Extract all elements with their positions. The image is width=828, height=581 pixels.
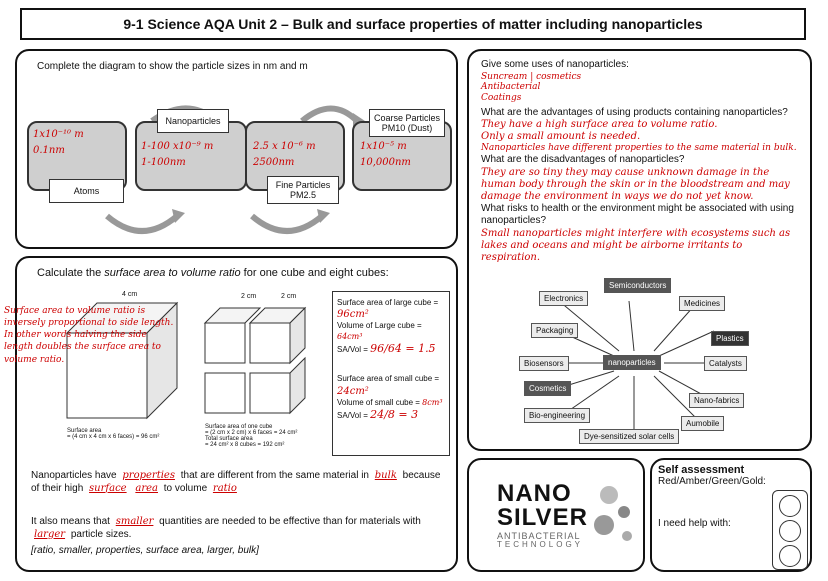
a-uses-1: Suncream | cosmetics bbox=[481, 71, 582, 82]
self-assessment-panel bbox=[650, 458, 812, 572]
coarse-m: 1x10⁻⁵ m bbox=[360, 141, 407, 152]
logo-nano: NANO bbox=[497, 480, 572, 507]
self-title: Self assessment bbox=[658, 464, 745, 476]
light-amber[interactable] bbox=[779, 520, 801, 542]
logo-technology: TECHNOLOGY bbox=[497, 540, 584, 549]
s2-blank-larger: larger bbox=[34, 528, 66, 540]
s1-blank-ratio: ratio bbox=[212, 482, 237, 494]
large-sa-label: Surface area of large cube = bbox=[337, 298, 439, 307]
atoms-nm: 0.1nm bbox=[33, 145, 65, 156]
s1-blank-bulk: bulk bbox=[374, 470, 397, 481]
s1-blank-surface: surface bbox=[89, 482, 127, 494]
mm-aumobile: Aumobile bbox=[681, 416, 724, 431]
coarse-sub: PM10 (Dust) bbox=[381, 123, 433, 133]
a-uses-3: Coatings bbox=[481, 93, 522, 104]
a-uses-2: Antibacterial bbox=[481, 82, 541, 93]
fine-name: Fine Particles bbox=[275, 179, 331, 190]
atoms-m: 1x10⁻¹⁰ m bbox=[33, 129, 84, 140]
s1-blank-area: area bbox=[135, 482, 158, 494]
sentence-2 bbox=[31, 516, 451, 541]
large-vol-val: 64cm³ bbox=[337, 331, 363, 341]
small-savol-label: SA/Vol = bbox=[337, 411, 368, 421]
logo-antibacterial: ANTIBACTERIAL bbox=[497, 531, 581, 541]
small-caption: Surface area of one cube = (2 cm x 2 cm) x 6 faces = 24 cm² Total surface area = 24 cm² x 8 cubes = 192 cm² bbox=[205, 424, 298, 448]
large-cube-dim: 4 cm bbox=[122, 291, 138, 298]
s2-blank-smaller: smaller bbox=[115, 516, 154, 527]
nano-label: Nanoparticles bbox=[157, 109, 229, 133]
atoms-label: Atoms bbox=[49, 179, 124, 203]
s1-h: to volume bbox=[163, 482, 208, 494]
large-ratio: 96/64 = 1.5 bbox=[370, 342, 436, 356]
q-disadvantages: What are the disadvantages of nanoparticles? bbox=[481, 154, 685, 166]
a-disadvantages: They are so tiny they may cause unknown damage in the human body through the skin or in the bloodstream and may damage the environment in ways we do not yet know. bbox=[481, 166, 790, 202]
mm-center: nanoparticles bbox=[603, 355, 661, 370]
large-vol-label: Volume of Large cube = bbox=[337, 321, 422, 331]
sizes-instruction: Complete the diagram to show the particle sizes in nm and m bbox=[37, 61, 308, 72]
small-dim-a: 2 cm bbox=[241, 293, 257, 300]
mm-bio-engineering: Bio-engineering bbox=[524, 408, 590, 423]
a-adv-1: They have a high surface area to volume ratio. bbox=[481, 119, 718, 131]
mm-catalysts: Catalysts bbox=[704, 356, 747, 371]
small-dim-b: 2 cm bbox=[281, 293, 297, 300]
large-savol-label: SA/Vol = bbox=[337, 345, 368, 355]
calc-heading-pre: Calculate the bbox=[37, 267, 105, 279]
q-risks: What risks to health or the environment might be associated with using nanoparticles? bbox=[481, 202, 794, 227]
logo-silver: SILVER bbox=[497, 504, 588, 531]
s1-blank-properties: properties bbox=[122, 470, 175, 481]
fine-m: 2.5 x 10⁻⁶ m bbox=[253, 141, 316, 152]
q-uses: Give some uses of nanoparticles: bbox=[481, 59, 629, 70]
self-help: I need help with: bbox=[658, 518, 731, 529]
s1-a: Nanoparticles have bbox=[31, 470, 117, 481]
small-sa-label: Surface area of small cube = bbox=[337, 374, 440, 384]
large-sa-val: 96cm² bbox=[337, 309, 369, 321]
s2-a: It also means that bbox=[31, 516, 110, 527]
nano-m: 1-100 x10⁻⁹ m bbox=[141, 141, 214, 152]
s2-d: with bbox=[403, 516, 421, 527]
molecule-icon bbox=[589, 480, 639, 550]
uses-panel bbox=[467, 49, 812, 451]
small-vol-label: Volume of small cube = bbox=[337, 397, 420, 407]
coarse-nm: 10,000nm bbox=[360, 157, 411, 168]
mm-semiconductors: Semiconductors bbox=[604, 278, 671, 293]
coarse-label bbox=[369, 109, 445, 137]
small-ratio: 24/8 = 3 bbox=[370, 408, 419, 422]
fine-sub: PM2.5 bbox=[289, 190, 316, 200]
mm-solar-cells: Dye-sensitized solar cells bbox=[579, 429, 679, 444]
mm-medicines: Medicines bbox=[679, 296, 725, 311]
s2-c: quantities are needed to be effective than for materials bbox=[159, 516, 401, 527]
large-caption: Surface area = (4 cm x 4 cm x 6 faces) = 96 cm² bbox=[67, 428, 160, 440]
mm-electronics: Electronics bbox=[539, 291, 588, 306]
particle-sizes-panel bbox=[15, 49, 458, 249]
mm-nano-fabrics: Nano-fabrics bbox=[689, 393, 744, 408]
handwritten-note: Surface area to volume ratio is inversely proportional to side length. In other words halving the side length doubles the surface area to volume ratio. bbox=[4, 306, 174, 365]
a-adv-3: Nanoparticles have different properties to the same material in bulk. bbox=[481, 143, 797, 154]
fine-label bbox=[267, 176, 339, 204]
s1-e: because of their high bbox=[31, 470, 441, 494]
light-red[interactable] bbox=[779, 495, 801, 517]
logo-panel bbox=[467, 458, 645, 572]
calc-heading-post: for one cube and eight cubes: bbox=[240, 267, 389, 279]
nano-logo bbox=[497, 482, 588, 549]
calc-answer-box bbox=[332, 291, 450, 456]
q-advantages: What are the advantages of using products containing nanoparticles? bbox=[481, 106, 788, 118]
mm-biosensors: Biosensors bbox=[519, 356, 569, 371]
mm-plastics: Plastics bbox=[711, 331, 749, 346]
calc-panel bbox=[4, 256, 458, 572]
coarse-name: Coarse Particles bbox=[373, 112, 441, 123]
word-bank: [ratio, smaller, properties, surface area, larger, bulk] bbox=[31, 545, 259, 556]
light-green[interactable] bbox=[779, 545, 801, 567]
fine-nm: 2500nm bbox=[253, 157, 295, 168]
mm-cosmetics: Cosmetics bbox=[524, 381, 571, 396]
small-sa-val: 24cm² bbox=[337, 385, 369, 397]
calc-heading-em: surface area to volume ratio bbox=[104, 267, 241, 279]
small-vol-val: 8cm³ bbox=[422, 397, 443, 407]
self-rag: Red/Amber/Green/Gold: bbox=[658, 476, 766, 487]
a-adv-2: Only a small amount is needed. bbox=[481, 131, 641, 143]
eight-cubes bbox=[195, 293, 325, 433]
page-title: 9-1 Science AQA Unit 2 – Bulk and surface properties of matter including nanoparticles bbox=[20, 8, 806, 40]
a-risks: Small nanoparticles might interfere with ecosystems such as lakes and oceans and might be airborne irritants to respiration. bbox=[481, 227, 791, 263]
s1-c: that are different from the same material in bbox=[180, 470, 369, 481]
mm-packaging: Packaging bbox=[531, 323, 578, 338]
mindmap bbox=[519, 276, 759, 446]
sentence-1 bbox=[31, 470, 451, 495]
s2-f: particle sizes. bbox=[70, 528, 132, 540]
calc-heading bbox=[37, 267, 389, 281]
nano-nm: 1-100nm bbox=[141, 157, 186, 168]
